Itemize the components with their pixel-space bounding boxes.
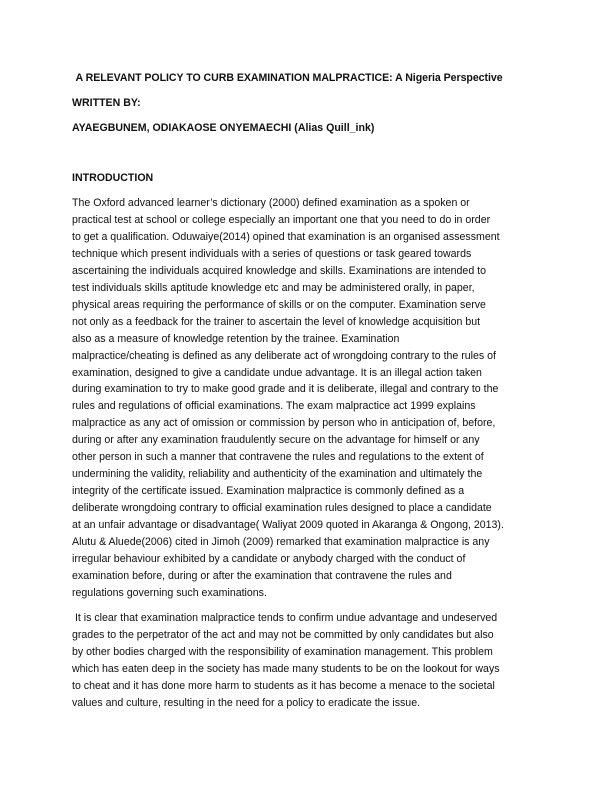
text-line: to cheat and it has done more harm to students as it has become a menace to the societal — [72, 679, 495, 692]
title-main: A RELEVANT POLICY TO CURB EXAMINATION MALPRACTICE: — [73, 72, 396, 84]
text-line: examination before, during or after the examination that contravene the rules and — [72, 569, 452, 582]
text-line: The Oxford advanced learner’s dictionary (2000) defined examination as a spoken or — [72, 197, 470, 209]
text-line: irregular behaviour exhibited by a candidate or anybody charged with the conduct of — [72, 553, 466, 566]
text-line: ascertaining the individuals acquired knowledge and skills. Examinations are intended to — [72, 264, 486, 277]
document-title — [73, 72, 503, 84]
text-line: Alutu & Aluede(2006) cited in Jimoh (2009) remarked that examination malpractice is any — [72, 536, 490, 549]
text-line: regulations governing such examinations. — [72, 586, 267, 599]
text-line: other person in such a manner that contravene the rules and regulations to the extent of — [72, 451, 484, 464]
text-line: not only as a feedback for the trainer to ascertain the level of knowledge acquisition but — [72, 315, 481, 328]
text-line: integrity of the certificate issued. Examination malpractice is commonly defined as a — [72, 485, 465, 498]
text-line: which has eaten deep in the society has made many students to be on the lookout for ways — [72, 662, 500, 675]
text-line: examination, designed to give a candidate undue advantage. It is an illegal action taken — [72, 366, 482, 379]
text-line: to get a qualification. Oduwaiye(2014) opined that examination is an organised assessment — [72, 230, 500, 243]
text-line: by other bodies charged with the responsibility of examination management. This problem — [72, 645, 493, 658]
text-line: practical test at school or college especially an important one that you need to do in order — [72, 213, 491, 226]
text-line: It is clear that examination malpractice tends to confirm undue advantage and undeserved — [72, 612, 498, 624]
text-line: malpractice/cheating is defined as any deliberate act of wrongdoing contrary to the rules of — [72, 349, 496, 362]
written-by-label: WRITTEN BY: — [72, 97, 141, 109]
text-line: rules and regulations of official examinations. The exam malpractice act 1999 explains — [72, 400, 476, 413]
introduction-paragraph-2 — [72, 610, 542, 712]
text-line: at an unfair advantage or disadvantage( Waliyat 2009 quoted in Akaranga & Ongong, 2013). — [72, 519, 504, 532]
title-subtitle: A Nigeria Perspective — [395, 72, 503, 84]
text-line: malpractice as any act of omission or commission by person who in anticipation of, before, — [72, 417, 496, 430]
text-line: test individuals skills aptitude knowledge etc and may be administered orally, in paper, — [72, 281, 475, 294]
text-line: during or after any examination fraudulently secure on the advantage for himself or any — [72, 434, 480, 447]
section-heading-introduction: INTRODUCTION — [72, 172, 154, 184]
text-line: deliberate wrongdoing contrary to official examination rules designed to place a candidate — [72, 502, 492, 515]
text-line: technique which present individuals with a series of questions or task geared towards — [72, 247, 472, 260]
text-line: also as a measure of knowledge retention by the trainee. Examination — [72, 332, 400, 345]
text-line: physical areas requiring the performance of skills or on the computer. Examination serve — [72, 298, 486, 311]
author-name: AYAEGBUNEM, ODIAKAOSE ONYEMAECHI (Alias Quill_ink) — [72, 122, 375, 134]
introduction-paragraph-1 — [72, 195, 542, 602]
text-line: values and culture, resulting in the need for a policy to eradicate the issue. — [72, 696, 421, 709]
text-line: undermining the validity, reliability and authenticity of the examination and ultimately the — [72, 468, 483, 481]
text-line: grades to the perpetrator of the act and may not be committed by only candidates but also — [72, 628, 494, 641]
text-line: during examination to try to make good grade and it is deliberate, illegal and contrary to the — [72, 383, 499, 396]
